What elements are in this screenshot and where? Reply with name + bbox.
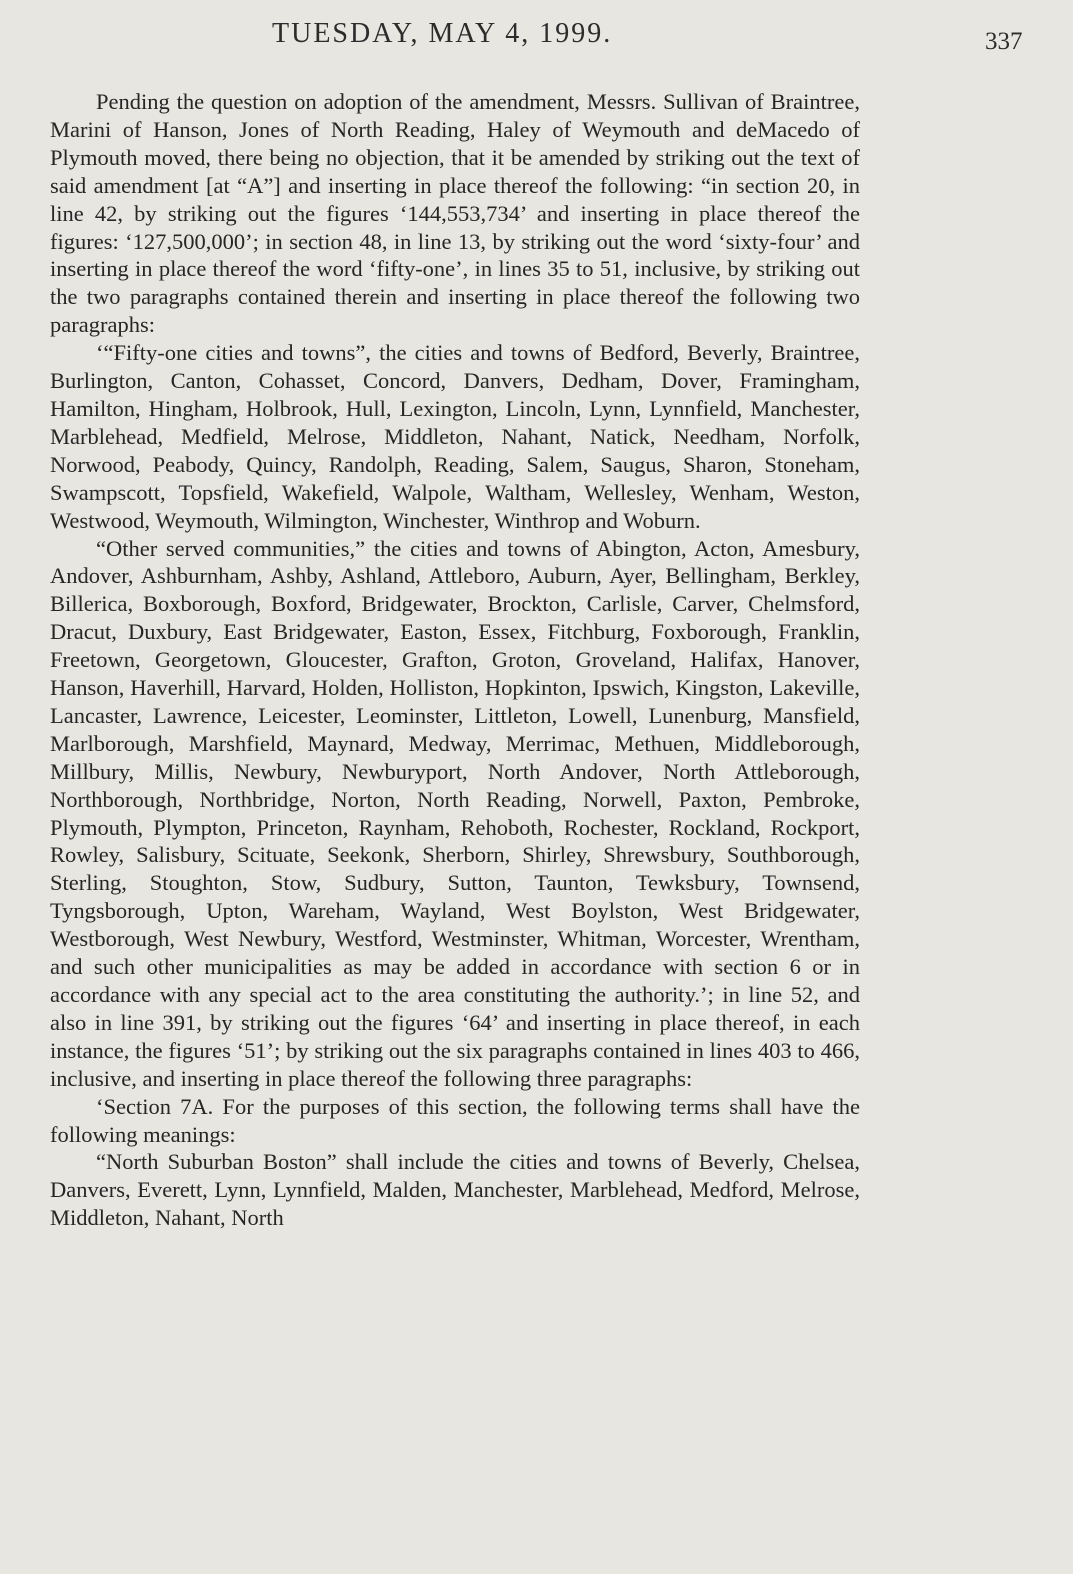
- paragraph-other-served-communities: “Other served communities,” the cities and towns of Abington, Acton, Amesbury, Andover, Ashburnham, Ashby, Ashland, Attleboro, Auburn, Ayer, Bellingham, Berkley, Billerica, Boxborough, Boxford, Bridgewater, Brockton, Carlisle, Carver, Chelmsford, Dracut, Duxbury, East Bridgewater, Easton, Essex, Fitchburg, Foxborough, Franklin, Freetown, Georgetown, Gloucester, Grafton, Groton, Groveland, Halifax, Hanover, Hanson, Haverhill, Harvard, Holden, Holliston, Hopkinton, Ipswich, Kingston, Lakeville, Lancaster, Lawrence, Leicester, Leominster, Littleton, Lowell, Lunenburg, Mansfield, Marlborough, Marshfield, Maynard, Medway, Merrimac, Methuen, Middleborough, Millbury, Millis, Newbury, Newburyport, North Andover, North Attleborough, Northborough, Northbridge, Norton, North Reading, Norwell, Paxton, Pembroke, Plymouth, Plympton, Princeton, Raynham, Rehoboth, Rochester, Rockland, Rockport, Rowley, Salisbury, Scituate, Seekonk, Sherborn, Shirley, Shrewsbury, Southborough, Sterling, Stoughton, Stow, Sudbury, Sutton, Taunton, Tewksbury, Townsend, Tyngsborough, Upton, Wareham, Wayland, West Boylston, West Bridgewater, Westborough, West Newbury, Westford, Westminster, Whitman, Worcester, Wrentham, and such other municipalities as may be added in accordance with section 6 or in accordance with any special act to the area constituting the authority.’; in line 52, and also in line 391, by striking out the figures ‘64’ and inserting in place thereof, in each instance, the figures ‘51’; by striking out the six paragraphs contained in lines 403 to 466, inclusive, and inserting in place thereof the following three paragraphs:: [50, 535, 860, 1091]
- body-text: [50, 88, 860, 1232]
- paragraph-north-suburban-boston: “North Suburban Boston” shall include the cities and towns of Beverly, Chelsea, Danvers, Everett, Lynn, Lynnfield, Malden, Manchester, Marblehead, Medford, Melrose, Middleton, Nahant, North: [50, 1149, 860, 1231]
- running-head: TUESDAY, MAY 4, 1999.: [272, 18, 613, 49]
- page-number: 337: [985, 28, 1023, 55]
- paragraph-fifty-one-cities: ‘“Fifty-one cities and towns”, the cities and towns of Bedford, Beverly, Braintree, Burlington, Canton, Cohasset, Concord, Danvers, Dedham, Dover, Framingham, Hamilton, Hingham, Holbrook, Hull, Lexington, Lincoln, Lynn, Lynnfield, Manchester, Marblehead, Medfield, Melrose, Middleton, Nahant, Natick, Needham, Norfolk, Norwood, Peabody, Quincy, Randolph, Reading, Salem, Saugus, Sharon, Stoneham, Swampscott, Topsfield, Wakefield, Walpole, Waltham, Wellesley, Wenham, Weston, Westwood, Weymouth, Wilmington, Winchester, Winthrop and Woburn.: [50, 340, 860, 533]
- paragraph-section-7a: ‘Section 7A. For the purposes of this section, the following terms shall have the following meanings:: [50, 1093, 860, 1147]
- paragraph-amendment-motion: Pending the question on adoption of the amendment, Messrs. Sullivan of Braintree, Marini of Hanson, Jones of North Reading, Haley of Weymouth and deMacedo of Plymouth moved, there being no objection, that it be amended by striking out the text of said amendment [at “A”] and inserting in place thereof the following: “in section 20, in line 42, by striking out the figures ‘144,553,734’ and inserting in place thereof the figures: ‘127,500,000’; in section 48, in line 13, by striking out the word ‘sixty-four’ and inserting in place thereof the word ‘fifty-one’, in lines 35 to 51, inclusive, by striking out the two paragraphs contained therein and inserting in place thereof the following two paragraphs:: [50, 89, 860, 338]
